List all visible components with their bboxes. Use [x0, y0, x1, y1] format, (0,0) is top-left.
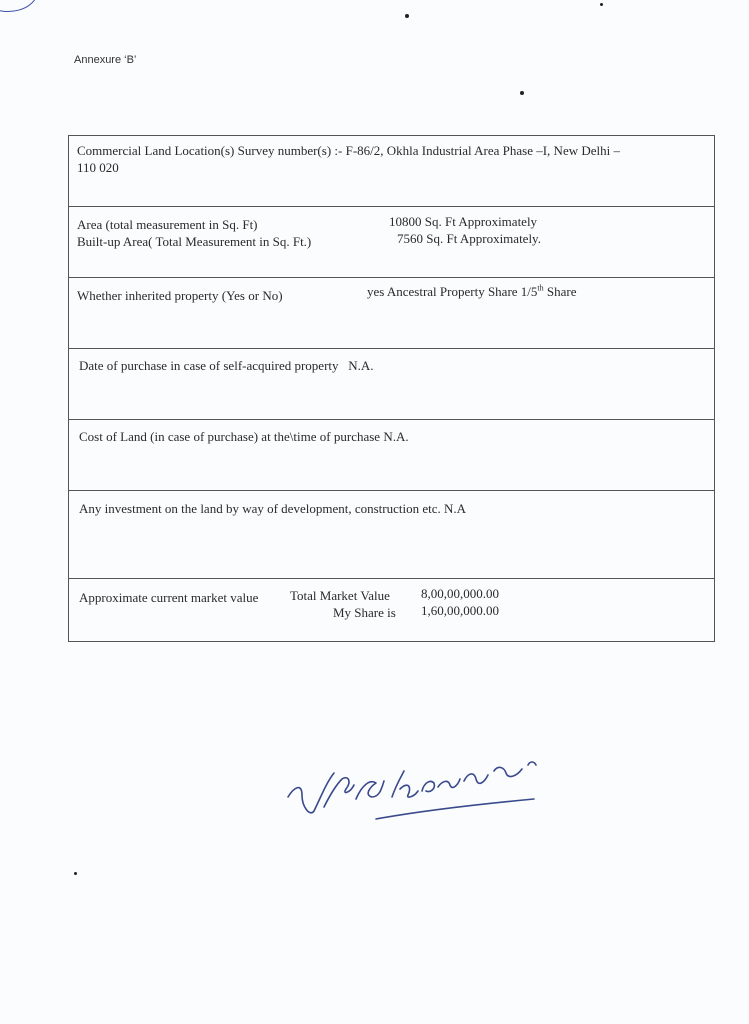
market-value-row: [69, 579, 714, 641]
investment-row: [69, 491, 714, 579]
area-total-value: 10800 Sq. Ft Approximately: [389, 214, 538, 229]
cost-row: [69, 420, 714, 491]
corner-stamp-mark: [0, 0, 38, 12]
scan-speck: [600, 3, 603, 6]
inherited-value-superscript: th: [537, 283, 544, 293]
inherited-value-suffix: Share: [543, 284, 577, 299]
scan-speck: [74, 872, 77, 875]
scan-speck: [520, 91, 524, 95]
handwritten-signature: [280, 735, 550, 835]
inherited-value: [367, 283, 577, 300]
purchase-date-value: N.A.: [348, 358, 374, 373]
location-value-line-2: 110 020: [77, 160, 119, 175]
area-row: [69, 207, 714, 278]
cost-value: N.A.: [383, 429, 409, 444]
scan-speck: [405, 14, 409, 18]
location-value: F-86/2, Okhla Industrial Area Phase –I, New Delhi –: [345, 143, 620, 158]
total-market-value-label: Total Market Value: [290, 588, 390, 603]
builtup-area-label: Built-up Area( Total Measurement in Sq. Ft.): [77, 234, 312, 249]
cost-label: Cost of Land (in case of purchase) at the\time of purchase: [79, 429, 381, 444]
location-label: Commercial Land Location(s) Survey number(s) :-: [77, 143, 343, 158]
location-line-1: [77, 142, 706, 159]
inherited-row: [69, 278, 714, 349]
investment-label: Any investment on the land by way of development, construction etc.: [79, 501, 441, 516]
builtup-area-value: 7560 Sq. Ft Approximately.: [397, 231, 541, 246]
purchase-date-label: Date of purchase in case of self-acquired property: [79, 358, 339, 373]
my-share-value: 1,60,00,000.00: [421, 603, 499, 618]
annexure-heading: Annexure ‘B’: [74, 54, 137, 66]
property-details-table: [68, 135, 715, 642]
market-value-label: Approximate current market value: [79, 590, 259, 605]
area-total-label: Area (total measurement in Sq. Ft): [77, 217, 258, 232]
inherited-label: Whether inherited property (Yes or No): [77, 288, 283, 303]
investment-value: N.A: [444, 501, 467, 516]
purchase-date-row: [69, 349, 714, 420]
my-share-label: My Share is: [333, 605, 396, 620]
inherited-value-text: yes Ancestral Property Share 1/5: [367, 284, 538, 299]
location-row: [69, 136, 714, 207]
total-market-value: 8,00,00,000.00: [421, 586, 499, 601]
